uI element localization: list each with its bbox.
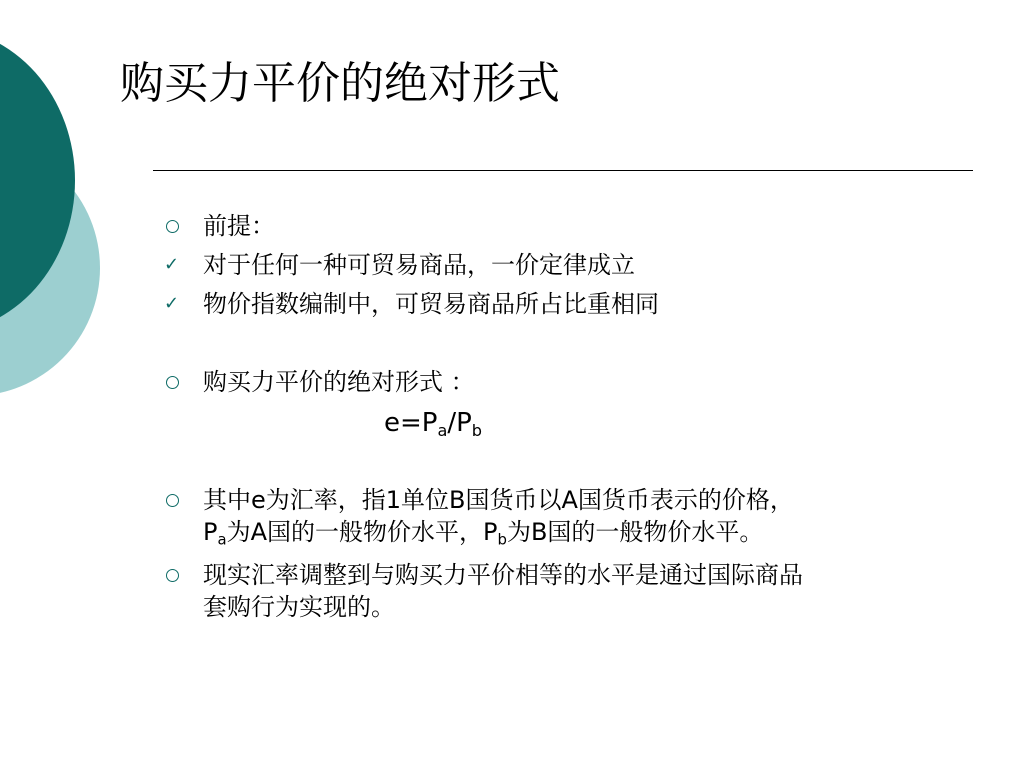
bullet-text: 对于任何一种可贸易商品，一价定律成立 — [203, 251, 635, 279]
bullet-explanation — [160, 484, 970, 554]
checkmark-bullet-icon: ✓ — [164, 293, 180, 314]
checkmark-bullet-icon: ✓ — [164, 254, 180, 275]
hollow-circle-bullet-icon — [160, 366, 190, 398]
bullet-text: 前提： — [203, 212, 275, 240]
hollow-circle-bullet-icon — [160, 484, 190, 516]
bullet-text: 购买力平价的绝对形式 ： — [203, 368, 475, 396]
bullet-text: 其中e为汇率，指1单位B国货币以A国货币表示的价格， $P_a$为A国的一般物价水平，$P_b$为B国的一般物价水平。 — [203, 486, 794, 549]
hollow-circle-bullet-icon — [160, 559, 190, 591]
hollow-circle-bullet-icon — [160, 210, 190, 242]
bullet-arbitrage — [160, 559, 970, 625]
ppp-formula: $e=P_a/P_b$ — [384, 408, 483, 440]
slide-title: 购买力平价的绝对形式 — [120, 58, 560, 109]
bullet-text: 现实汇率调整到与购买力平价相等的水平是通过国际商品 套购行为实现的。 — [203, 561, 803, 621]
bullet-text: 物价指数编制中，可贸易商品所占比重相同 — [203, 290, 659, 318]
